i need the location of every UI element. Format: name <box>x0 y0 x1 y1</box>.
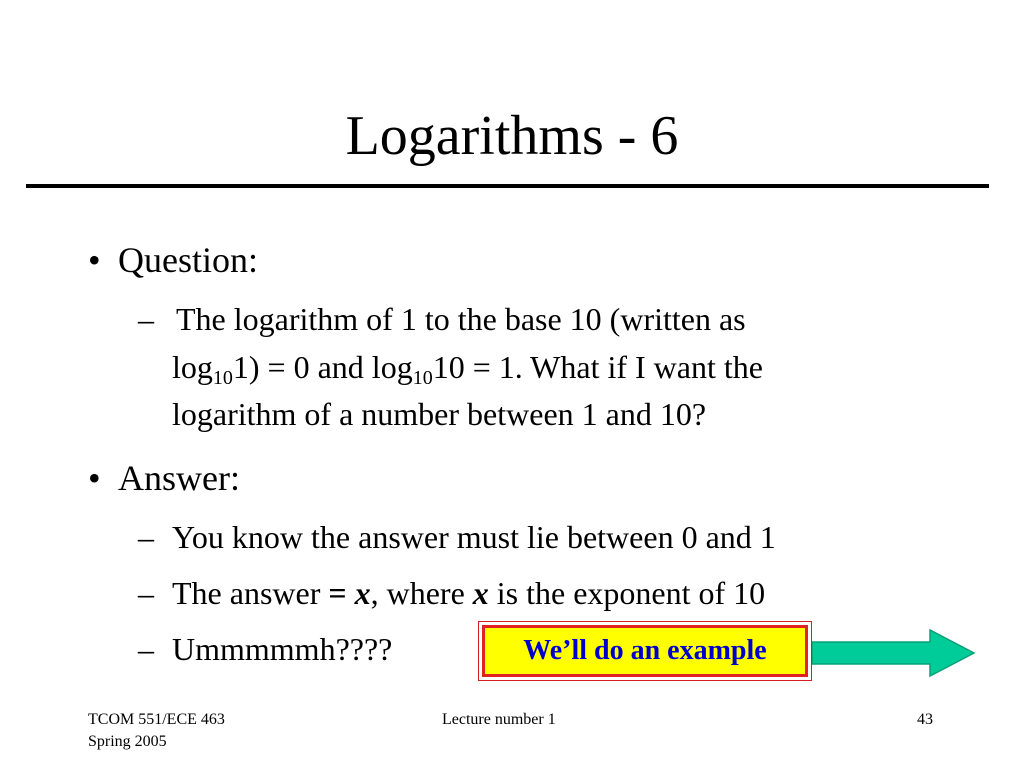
subscript-base-2: 10 <box>412 367 433 389</box>
variable-x: x <box>354 575 371 611</box>
slide-title: Logarithms - 6 <box>345 105 679 167</box>
footer-course <box>88 709 225 753</box>
dash-marker: – <box>138 631 154 667</box>
answer-item-2 <box>138 575 765 611</box>
dash-marker: – <box>138 575 154 611</box>
bullet-marker: • <box>88 240 101 280</box>
title-divider <box>26 184 989 188</box>
footer-course-name: TCOM 551/ECE 463 <box>88 711 225 728</box>
subscript-base-1: 10 <box>212 367 233 389</box>
variable-x: x <box>472 575 489 611</box>
footer-term: Spring 2005 <box>88 733 167 750</box>
answer-text-1: You know the answer must lie between 0 and 1 <box>172 519 776 555</box>
answer-text-3: Ummmmmh???? <box>172 631 393 667</box>
answer-item-1 <box>138 519 776 555</box>
dash-marker: – <box>138 519 154 555</box>
equals-sign: = <box>328 575 347 611</box>
question-text-1: The logarithm of 1 to the base 10 (written as <box>176 301 746 337</box>
bullet-answer <box>88 458 240 498</box>
example-callout-label: We’ll do an example <box>482 625 808 677</box>
answer-text-2c: is the exponent of 10 <box>488 575 766 611</box>
question-text-3: logarithm of a number between 1 and 10? <box>172 396 707 432</box>
question-line-2 <box>172 349 763 389</box>
question-label: Question: <box>118 240 258 280</box>
answer-text-2a: The answer <box>172 575 329 611</box>
bullet-marker: • <box>88 458 101 498</box>
dash-marker: – <box>138 301 154 337</box>
question-text-2b: 1) = 0 and log <box>232 349 413 385</box>
footer-page-number: 43 <box>917 711 933 728</box>
footer-lecture: Lecture number 1 <box>442 711 556 728</box>
example-callout <box>478 621 812 681</box>
question-line-3 <box>172 396 706 432</box>
question-line-1 <box>138 301 746 337</box>
bullet-question <box>88 240 258 280</box>
answer-label: Answer: <box>118 458 240 498</box>
answer-item-3 <box>138 631 392 667</box>
question-text-2c: 10 = 1. What if I want the <box>432 349 763 385</box>
answer-text-2b: , where <box>370 575 473 611</box>
question-text-2a: log <box>172 349 213 385</box>
right-arrow-icon <box>812 628 977 678</box>
